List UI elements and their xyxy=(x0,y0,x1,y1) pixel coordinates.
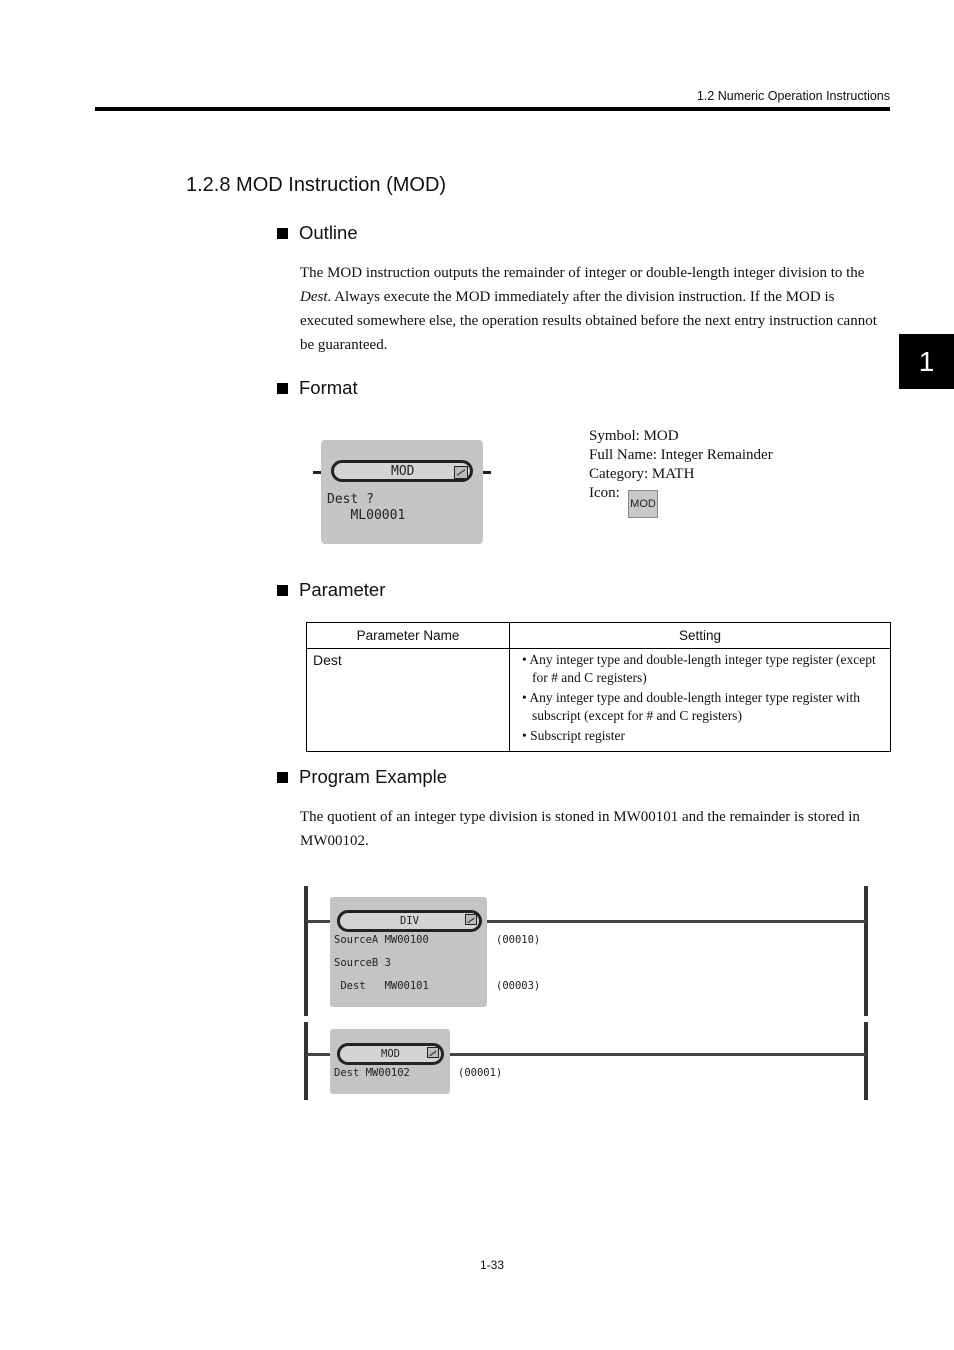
setting-item: • Any integer type and double-length integer type register (except for # and C registers) xyxy=(522,652,876,685)
div-instruction-name: DIV xyxy=(400,915,419,927)
running-header: 1.2 Numeric Operation Instructions xyxy=(696,89,890,103)
outline-heading xyxy=(277,222,358,244)
square-bullet-icon xyxy=(277,585,288,596)
div-source-a-value: (00010) xyxy=(496,934,541,946)
outline-text-italic: Dest xyxy=(300,289,328,305)
outline-heading-text: Outline xyxy=(299,222,358,243)
setting-item: • Any integer type and double-length integer type register with subscript (except for # and C registers) xyxy=(522,690,861,723)
format-instruction-block xyxy=(321,440,483,544)
program-example-heading xyxy=(277,766,447,788)
program-example-paragraph: The quotient of an integer type division is stoned in MW00101 and the remainder is stored in MW00102. xyxy=(300,809,860,849)
square-bullet-icon xyxy=(277,383,288,394)
outline-text-part2: . Always execute the MOD immediately after the division instruction. If the MOD is executed somewhere else, the operation results obtained before the next entry instruction cannot be guaranteed. xyxy=(300,289,877,353)
expand-icon xyxy=(427,1047,439,1058)
mod-instruction-name: MOD xyxy=(381,1048,400,1060)
block-dest-register: ML00001 xyxy=(327,508,406,523)
format-heading xyxy=(277,377,358,399)
parameter-name-cell: Dest xyxy=(307,649,510,752)
symbol-line: Symbol: MOD xyxy=(589,428,679,444)
expand-icon xyxy=(454,466,468,479)
div-source-a: SourceA MW00100 xyxy=(334,934,429,946)
icon-label: Icon: xyxy=(589,485,620,501)
table-header-row xyxy=(307,623,891,649)
full-name-line: Full Name: Integer Remainder xyxy=(589,447,773,463)
program-example-heading-text: Program Example xyxy=(299,766,448,787)
square-bullet-icon xyxy=(277,228,288,239)
column-header-setting: Setting xyxy=(510,623,891,649)
parameter-table xyxy=(306,622,891,752)
parameter-heading-text: Parameter xyxy=(299,579,386,600)
page-number: 1-33 xyxy=(480,1258,505,1272)
mod-dest: Dest MW00102 xyxy=(334,1067,410,1079)
chapter-tab: 1 xyxy=(899,334,954,389)
format-heading-text: Format xyxy=(299,377,358,398)
mod-icon: MOD xyxy=(628,490,658,518)
section-title: 1.2.8 MOD Instruction (MOD) xyxy=(186,174,447,196)
square-bullet-icon xyxy=(277,772,288,783)
block-dest-label: Dest ? xyxy=(327,492,374,507)
table-row xyxy=(307,649,891,752)
header-rule xyxy=(95,107,890,111)
instruction-name: MOD xyxy=(391,464,415,479)
div-dest: Dest MW00101 xyxy=(334,980,429,992)
mod-dest-value: (00001) xyxy=(458,1067,503,1079)
setting-item: • Subscript register xyxy=(522,728,625,743)
parameter-heading xyxy=(277,579,385,601)
category-line: Category: MATH xyxy=(589,466,695,482)
right-power-rail xyxy=(864,1022,868,1100)
div-dest-value: (00003) xyxy=(496,980,541,992)
outline-paragraph xyxy=(300,261,890,357)
right-power-rail xyxy=(864,886,868,1016)
symbol-info xyxy=(589,427,773,503)
expand-icon xyxy=(465,914,477,925)
left-power-rail xyxy=(304,1022,308,1100)
outline-text-part1: The MOD instruction outputs the remainder of integer or double-length integer division to the xyxy=(300,265,865,281)
div-source-b: SourceB 3 xyxy=(334,957,391,969)
setting-cell xyxy=(510,649,891,752)
column-header-parameter-name: Parameter Name xyxy=(307,623,510,649)
left-power-rail xyxy=(304,886,308,1016)
